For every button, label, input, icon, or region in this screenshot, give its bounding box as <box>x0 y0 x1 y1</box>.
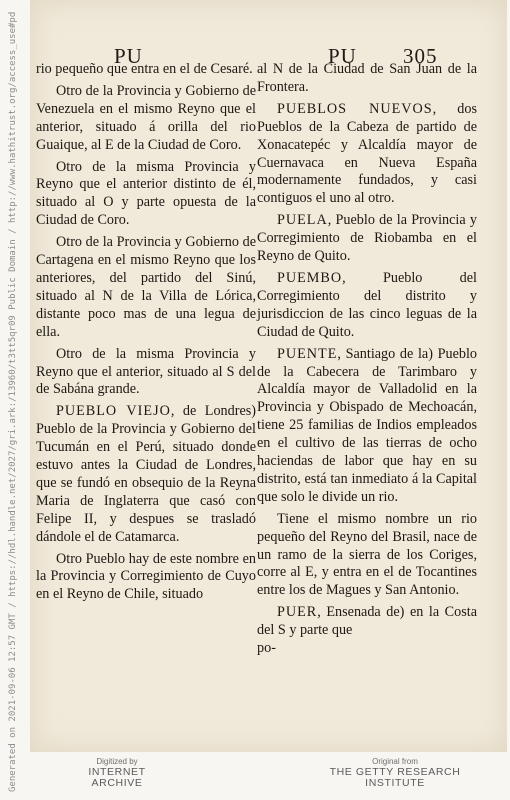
catchword: po- <box>257 640 276 657</box>
entry-text: , Ensenada de) en la Costa del S y parte que <box>257 604 477 639</box>
footer <box>0 756 510 800</box>
entry-pueblos-nuevos <box>257 101 477 208</box>
entry-pueblo-viejo <box>36 403 256 546</box>
entry-headword: PUEBLO VIEJO <box>56 403 171 420</box>
digitized-by-label: Digitized by <box>96 757 138 766</box>
entry-text: , de Londres) Pueblo de la Provincia y Gobierno del Tucumán en el Perú, situado donde estuvo antes la Ciudad de Londres, que se fundó en obsequio de la Reyna Maria de Inglaterra que casó con Felipe II, y despues se trasladó dándole el de Catamarca. <box>36 403 257 545</box>
page-number: 305 <box>403 44 438 68</box>
entry-headword: PUENTE <box>277 345 338 362</box>
entry-headword: PUELA <box>277 212 328 229</box>
internet-archive-label: INTERNET ARCHIVE <box>88 766 146 789</box>
entry-puembo <box>257 270 477 342</box>
digitized-by <box>62 756 172 789</box>
paragraph: Otro Pueblo hay de este nombre en la Provincia y Corregimiento de Cuyo en el Reyno de Chile, situado <box>36 550 256 603</box>
running-head-center: PU <box>328 44 357 68</box>
original-from <box>300 756 490 789</box>
entry-headword: PUER <box>277 604 318 621</box>
getty-label: THE GETTY RESEARCH INSTITUTE <box>329 766 461 789</box>
entry-puela <box>257 212 477 266</box>
entry-text: , dos Pueblos de la Cabeza de partido de Xonacatepéc y Alcaldía mayor de Cuernavaca en Nueva España modernamente fundados, y casi contiguos el uno al otro. <box>257 100 477 207</box>
original-from-label: Original from <box>372 757 418 766</box>
entry-headword: PUEMBO <box>277 269 343 286</box>
left-margin <box>0 0 30 792</box>
paragraph: Otro de la misma Provincia y Reyno que el anterior, situado al S del de Sabána grande. <box>36 345 256 398</box>
paragraph: Otro de la misma Provincia y Reyno que el anterior distinto de él, situado al O y parte opuesta de la Ciudad de Coro. <box>36 158 256 229</box>
entry-text: , Pueblo de la Provincia y Corregimiento de Riobamba en el Reyno de Quito. <box>257 212 477 265</box>
right-column <box>257 61 477 658</box>
entry-puente <box>257 346 477 507</box>
left-column <box>36 61 256 604</box>
paragraph: Otro de la Provincia y Gobierno de Venezuela en el mismo Reyno que el anterior, situado á orilla del rio Guaique, al E de la Ciudad de Coro. <box>36 82 256 153</box>
paragraph: rio pequeño que entra en el de Cesaré. <box>36 61 253 77</box>
paragraph: Tiene el mismo nombre un rio pequeño del Reyno del Brasil, nace de un ramo de la sierra de los Coriges, corre al E, y entra en el de Tocantines entre los de Magues y San Antonio. <box>257 510 477 599</box>
running-head-left: PU <box>114 44 143 68</box>
entry-headword: PUEBLOS NUEVOS <box>277 100 433 117</box>
paragraph: Otro de la Provincia y Gobierno de Cartagena en el mismo Reyno que los anteriores, del partido del Sinú, situado al N de la Villa de Lórica, distante poco mas de una legua de ella. <box>36 234 256 340</box>
entry-text: , Pueblo del Corregimiento del distrito y jurisdiccion de las cinco leguas de la Ciudad de Quito. <box>257 269 477 340</box>
entry-puer <box>257 604 477 640</box>
generation-stamp: Generated on 2021-09-06 12:57 GMT / https://hdl.handle.net/2027/gri.ark:/13960/t3tt5qr09 Public Domain / http://www.hathitrust.org/access_use#pd <box>8 11 18 792</box>
paragraph: al N de la Ciudad de San Juan de la Frontera. <box>257 61 477 95</box>
scanned-page <box>30 0 507 752</box>
entry-text: , Santiago de la) Pueblo de la Cabecera de Tarimbaro y Alcaldía mayor de Valladolid en la Provincia y Obispado de Mechoacán, tiene 25 familias de Indios empleados en el cultivo de las tierras de ocho haciendas de labor que hay en su distrito, está tan inmediato á la Capital que solo le divide un rio. <box>257 345 477 505</box>
